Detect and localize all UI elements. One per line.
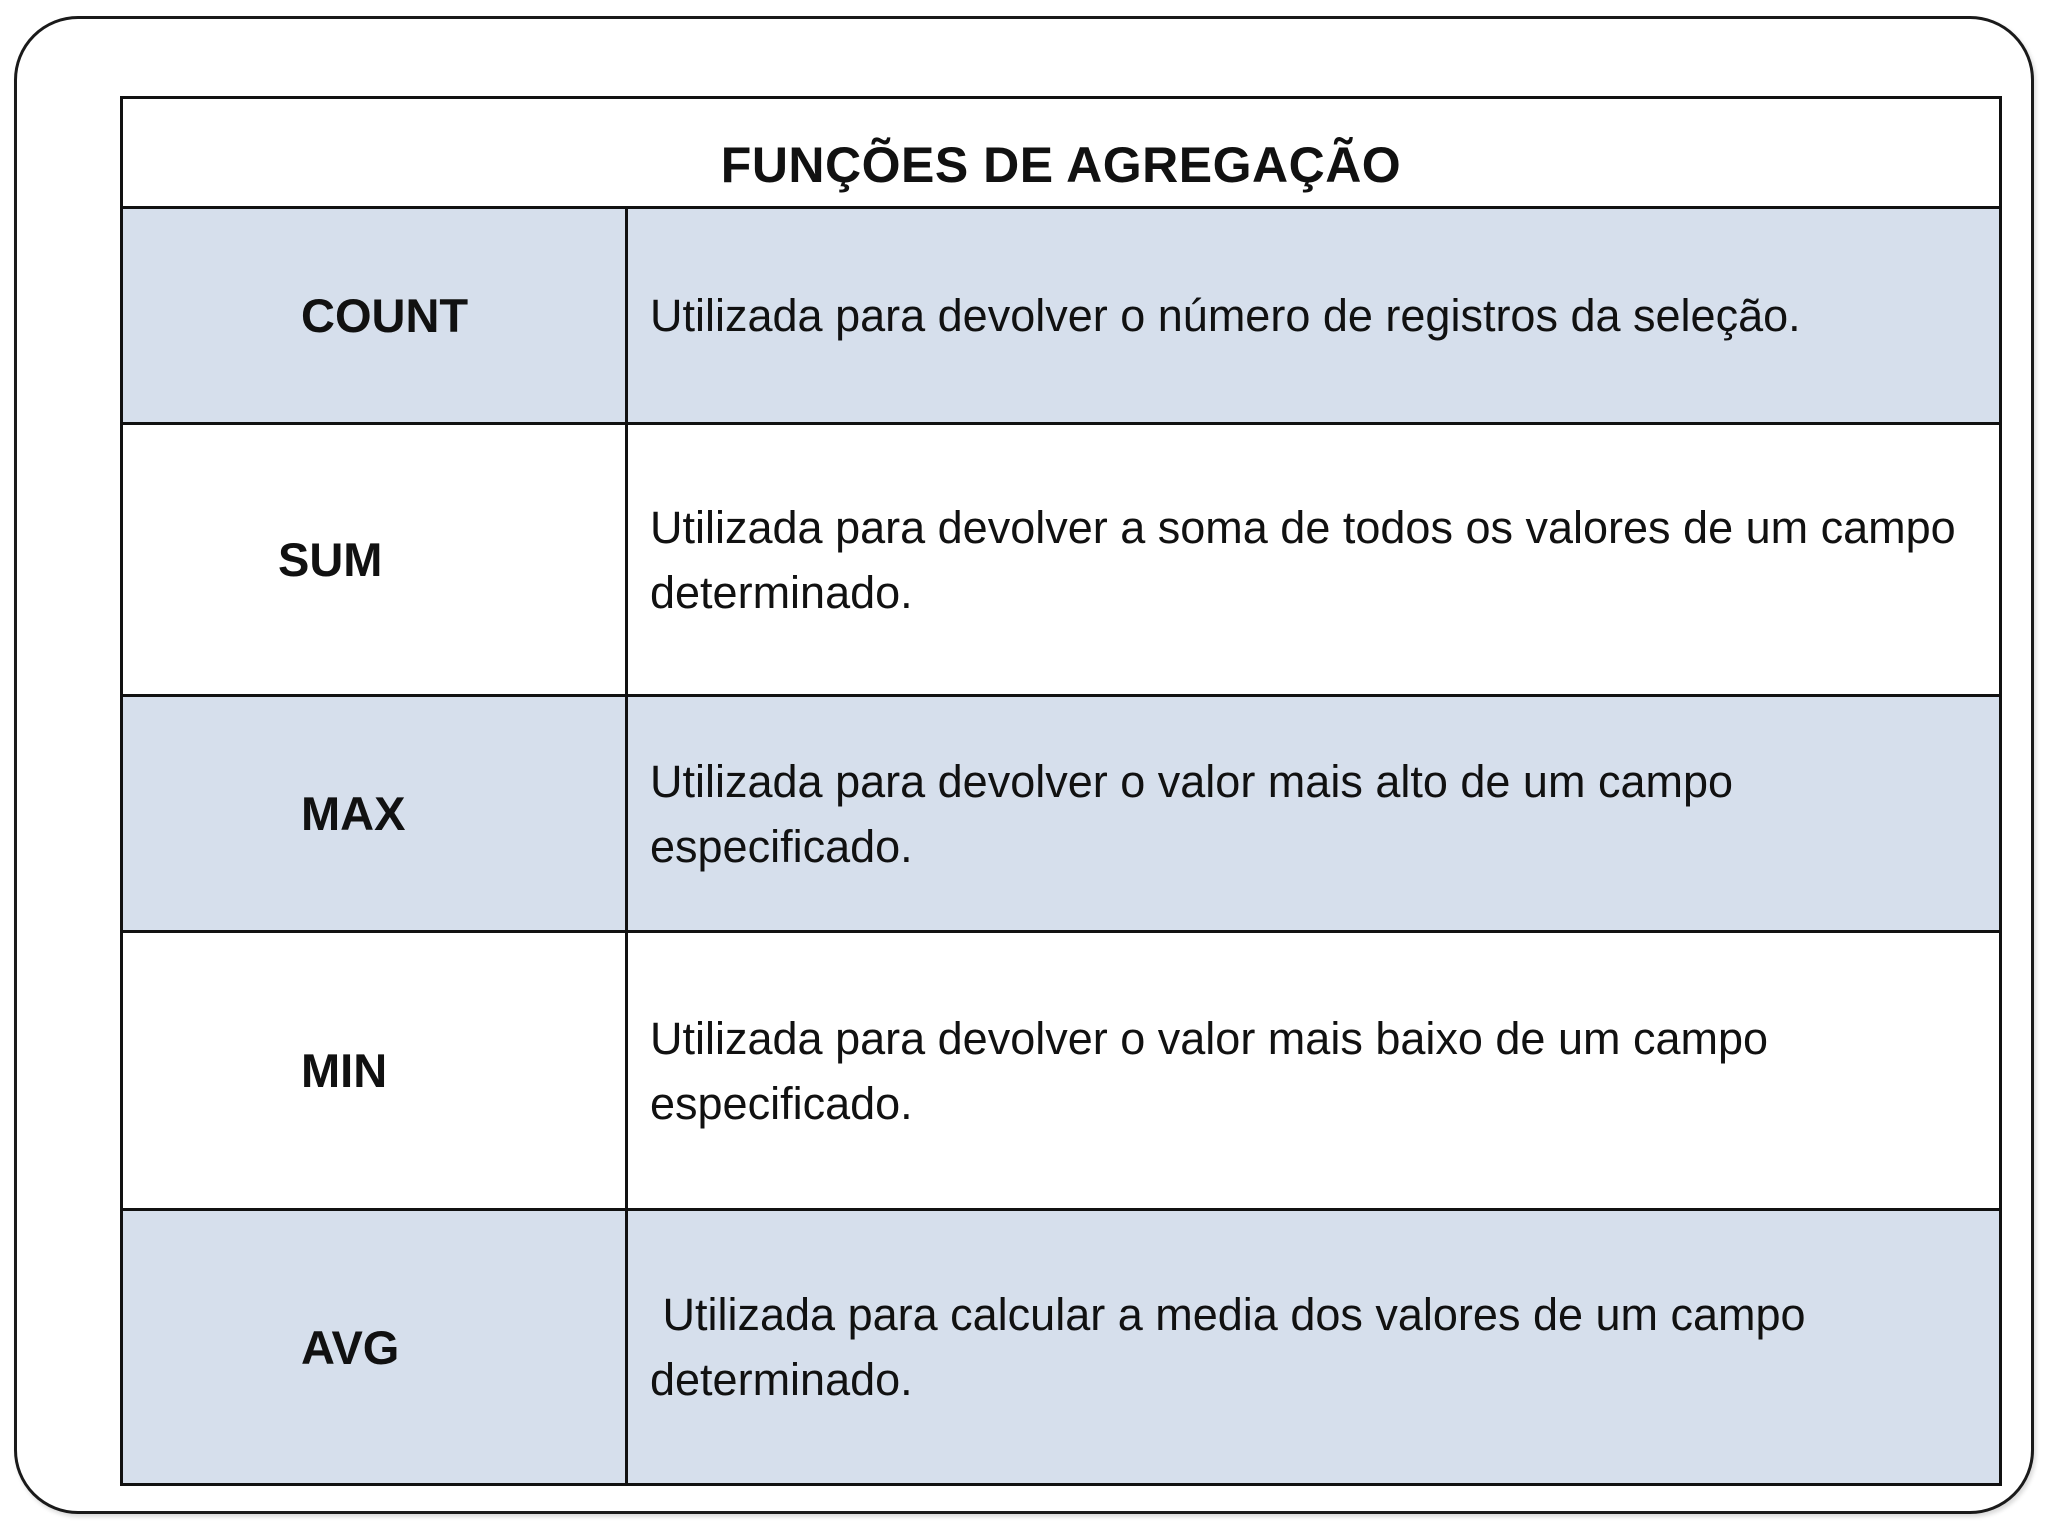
function-description-max: Utilizada para devolver o valor mais alto de um campo especificado. <box>628 697 1999 933</box>
function-description-avg: Utilizada para calcular a media dos valores de um campo determinado. <box>628 1211 1999 1483</box>
function-name-count: COUNT <box>123 209 628 425</box>
slide-frame <box>14 16 2034 1514</box>
function-description-sum: Utilizada para devolver a soma de todos os valores de um campo determinado. <box>628 425 1999 697</box>
table-title: FUNÇÕES DE AGREGAÇÃO <box>123 99 1999 209</box>
function-name-avg: AVG <box>123 1211 628 1483</box>
function-description-count: Utilizada para devolver o número de registros da seleção. <box>628 209 1999 425</box>
function-name-sum: SUM <box>123 425 628 697</box>
function-name-min: MIN <box>123 933 628 1211</box>
function-description-min: Utilizada para devolver o valor mais baixo de um campo especificado. <box>628 933 1999 1211</box>
function-name-max: MAX <box>123 697 628 933</box>
aggregation-functions-table <box>120 96 2002 1486</box>
